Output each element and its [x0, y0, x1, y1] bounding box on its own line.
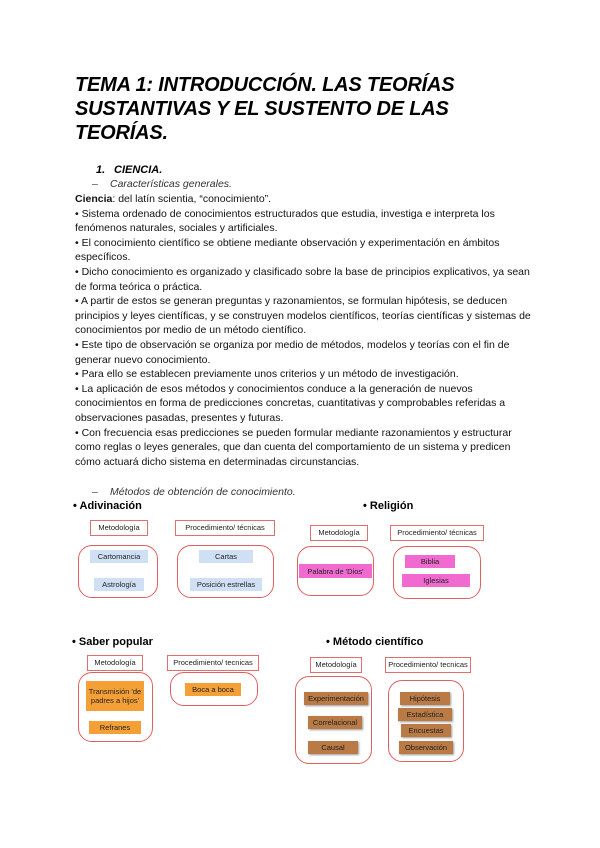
procedure-item: Boca a boca — [185, 683, 241, 696]
procedure-header: Procedimiento/ tecnicas — [167, 655, 259, 671]
section-label: CIENCIA. — [114, 164, 163, 176]
section-heading — [96, 164, 162, 176]
method-item: Palabra de 'Dios' — [299, 564, 372, 578]
method-item: Astrología — [94, 578, 144, 591]
bullet-item: • El conocimiento científico se obtiene mediante observación y experimentación en ámbitos específicos. — [75, 236, 500, 264]
section-number: 1. — [96, 164, 106, 176]
bullet-item: • La aplicación de esos métodos y conocimientos conduce a la generación de nuevos conocimientos en forma de predicciones concretas, cuantitativas y comprobables referidas a observaciones pasadas, presentes y futuras. — [75, 382, 506, 424]
bullet-item: • Dicho conocimiento es organizado y clasificado sobre la base de principios explicativos, ya sean de forma teórica o práctica. — [75, 265, 530, 293]
method-header: Metodología — [90, 520, 148, 536]
category-adivinacion: • Adivinación — [73, 500, 142, 512]
subheading-metodos — [92, 486, 296, 498]
method-header: Metodología — [310, 525, 368, 541]
body-text — [75, 192, 533, 469]
bullet-item: • Sistema ordenado de conocimientos estructurados que estudia, investiga e interpreta los fenómenos naturales, sociales y artificiales. — [75, 207, 495, 235]
procedure-item: Cartas — [199, 550, 253, 563]
procedure-header: Procedimiento/ técnicas — [175, 520, 275, 536]
bullet-item: • Este tipo de observación se organiza por medio de métodos, modelos y teorías con el fin de generar nuevo conocimiento. — [75, 338, 510, 366]
bullet-item: • A partir de estos se generan preguntas y razonamientos, se formulan hipótesis, se deducen principios y leyes científicas, y se construyen modelos científicos, teorías científicas y sistemas de conocimientos por medio de un método científico. — [75, 295, 531, 337]
subheading-label: Métodos de obtención de conocimiento. — [110, 486, 296, 498]
subheading-label: Características generales. — [110, 178, 232, 190]
method-item: Correlacional — [308, 716, 362, 729]
page-title: TEMA 1: INTRODUCCIÓN. LAS TEORÍAS SUSTANTIVAS Y EL SUSTENTO DE LAS TEORÍAS. — [75, 74, 455, 144]
method-item: Refranes — [89, 721, 141, 734]
procedure-item: Encuestas — [401, 724, 451, 737]
method-header: Metodología — [87, 655, 143, 671]
method-item: Cartomancia — [90, 550, 148, 563]
procedure-item: Biblia — [405, 555, 455, 568]
category-saber-popular: • Saber popular — [72, 636, 153, 648]
bullet-item: • Para ello se establecen previamente unos criterios y un método de investigación. — [75, 368, 459, 381]
method-header: Metodología — [310, 657, 362, 673]
procedure-item: Observación — [399, 741, 453, 754]
intro-text: : del latín scientia, “conocimiento”. — [112, 193, 272, 205]
procedure-panel — [393, 546, 481, 599]
bullet-item: • Con frecuencia esas predicciones se pueden formular mediante razonamientos y estructurar como reglas o leyes generales, que dan cuenta del comportamiento de un sistema y predicen cómo actuará dicho sistema en determinadas circunstancias. — [75, 426, 512, 468]
procedure-header: Procedimiento/ técnicas — [390, 525, 484, 541]
procedure-item: Estadística — [398, 708, 452, 721]
procedure-item: Posición estrellas — [190, 578, 262, 591]
subheading-dash: – — [92, 486, 98, 498]
subheading-dash: – — [92, 178, 98, 190]
procedure-item: Hipótesis — [400, 692, 450, 705]
intro-term: Ciencia — [75, 193, 113, 205]
subheading-caracteristicas — [92, 178, 232, 190]
intro-paragraph — [75, 192, 533, 207]
method-item: Experimentación — [304, 692, 368, 705]
procedure-header: Procedimiento/ tecnicas — [385, 657, 471, 673]
method-item: Transmisión 'de padres a hijos' — [86, 681, 144, 711]
method-item: Causal — [308, 741, 358, 754]
procedure-item: Iglesias — [402, 574, 470, 587]
category-religion: • Religión — [363, 500, 414, 512]
category-metodo-cientifico: • Método científico — [326, 636, 424, 648]
